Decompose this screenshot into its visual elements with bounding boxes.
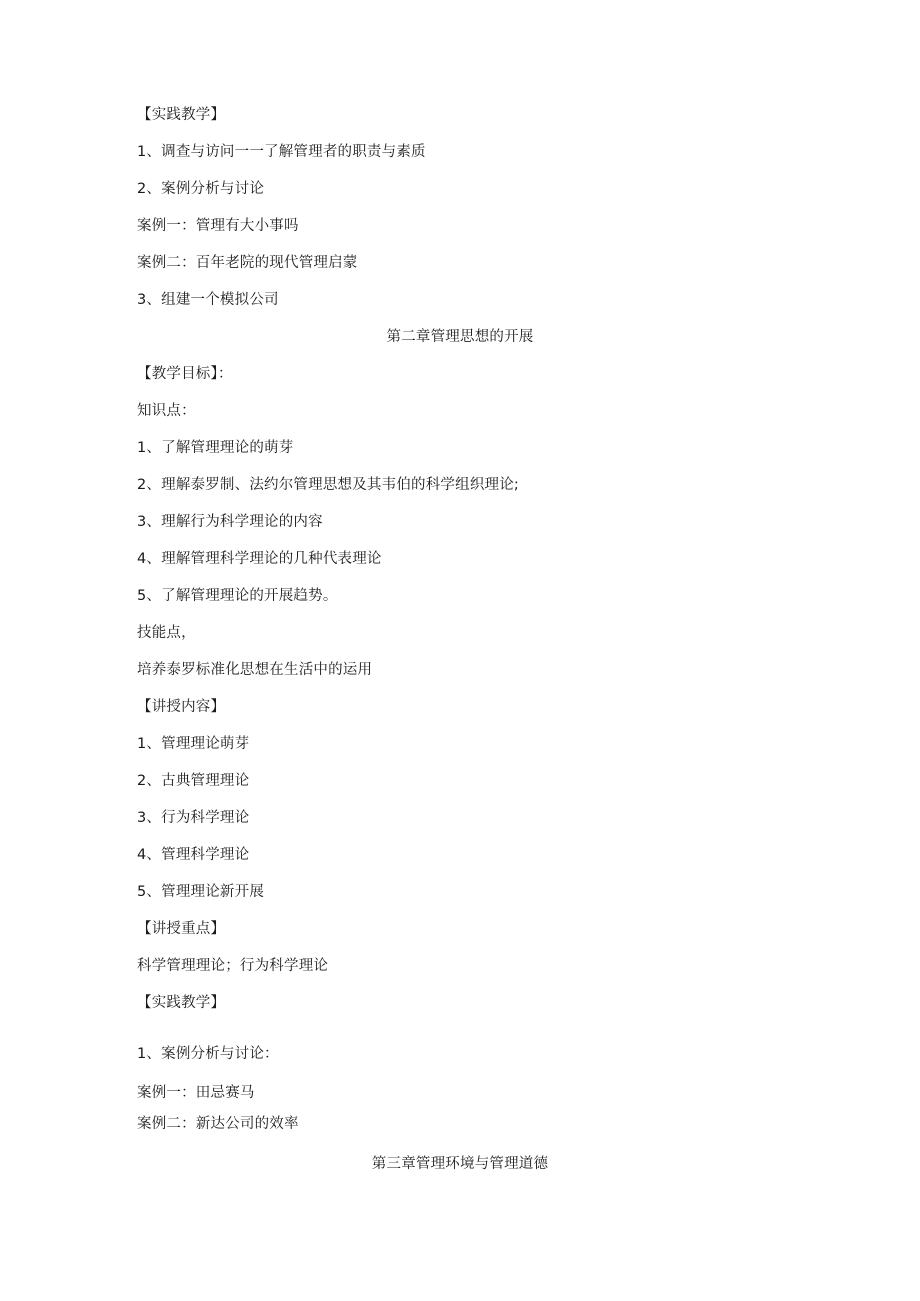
case-item: 案例一：管理有大小事吗	[137, 218, 299, 234]
list-item: 2、理解泰罗制、法约尔管理思想及其韦伯的科学组织理论;	[137, 477, 520, 493]
paragraph: 科学管理理论；行为科学理论	[137, 958, 329, 974]
list-item: 1、了解管理理论的萌芽	[137, 440, 294, 456]
chapter-title: 第三章管理环境与管理道德	[371, 1156, 549, 1172]
subheading-knowledge-points: 知识点：	[137, 403, 196, 419]
chapter-title: 第二章管理思想的开展	[386, 329, 534, 345]
list-item: 4、管理科学理论	[137, 847, 250, 863]
list-item: 3、组建一个模拟公司	[137, 292, 279, 308]
section-heading-practice-teaching: 【实践教学】	[137, 107, 226, 123]
list-item: 3、理解行为科学理论的内容	[137, 514, 323, 530]
section-heading-lecture-content: 【讲授内容】	[137, 699, 226, 715]
list-item: 4、理解管理科学理论的几种代表理论	[137, 551, 382, 567]
list-item: 5、管理理论新开展	[137, 884, 265, 900]
list-item: 2、案例分析与讨论	[137, 181, 265, 197]
section-heading-lecture-focus: 【讲授重点】	[137, 921, 226, 937]
list-item: 1、管理理论萌芽	[137, 736, 250, 752]
case-item: 案例二：百年老院的现代管理启蒙	[137, 255, 358, 271]
section-heading-teaching-goals: 【教学目标】：	[137, 366, 233, 382]
case-item: 案例一：田忌赛马	[137, 1085, 255, 1101]
list-item: 5、了解管理理论的开展趋势。	[137, 588, 338, 604]
list-item: 3、行为科学理论	[137, 810, 250, 826]
list-item: 1、调查与访问一一了解管理者的职责与素质	[137, 144, 426, 160]
list-item: 1、案例分析与讨论：	[137, 1046, 279, 1062]
subheading-skill-points: 技能点，	[137, 625, 196, 641]
case-item: 案例二：新达公司的效率	[137, 1116, 299, 1132]
section-heading-practice-teaching: 【实践教学】	[137, 995, 226, 1011]
paragraph: 培养泰罗标准化思想在生活中的运用	[137, 662, 373, 678]
list-item: 2、古典管理理论	[137, 773, 250, 789]
